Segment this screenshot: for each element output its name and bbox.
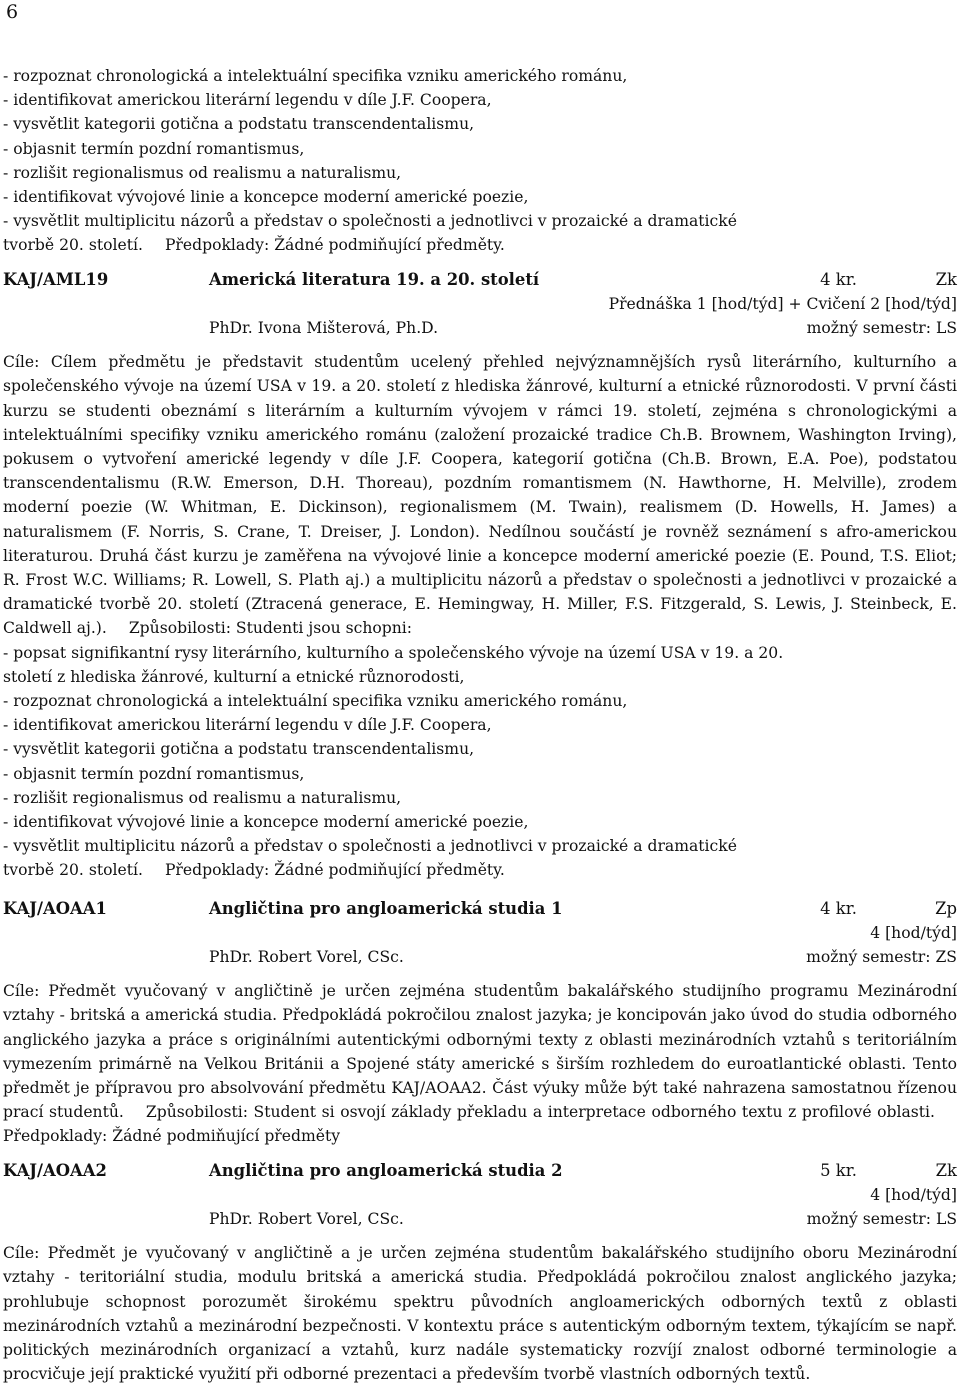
- course-credits: 5 kr.: [820, 1160, 857, 1180]
- course-semester: možný semestr: LS: [806, 1210, 957, 1229]
- list-item: - rozlišit regionalismus od realismu a naturalismu,: [3, 163, 402, 182]
- list-item: - rozpoznat chronologická a intelektuální specifika vzniku amerického románu,: [3, 67, 628, 85]
- list-item-end: [3, 233, 957, 257]
- list-item: - identifikovat vývojové linie a koncepce moderní americké poezie,: [3, 813, 529, 832]
- course-header: [3, 1159, 957, 1183]
- course-credits: 4 kr.: [820, 269, 857, 289]
- course-hours: 4 [hod/týd]: [870, 923, 957, 942]
- course-title: Angličtina pro angloamerická studia 2: [209, 1160, 563, 1180]
- course-goals-text: Cíle: Cílem předmětu je představit studentům ucelený přehled nejvýznamnějších rysů literárního, kulturního a společenského vývoje na území USA v 19. a 20. století z hlediska žánrové, kulturní a etnické různorodosti. V první části kurzu se studenti obeznámí s literárním a kulturním vývojem v rámci 19. století, zejména s chronologickými a intelektuálními specifiky vzniku amerického románu (založení prozaické tradice Ch.B. Brownem, Washington Irving), pokusem o vytvoření americké legendy v díle J.F. Coopera, kategorií gotična (Ch.B. Brown, E.A. Poe), podstatou transcendentalismu (R.W. Emerson, D.H. Thoreau), pozdním romantismem (N. Hawthorne, H. Melville), zrodem moderní poezie (W. Whitman, E. Dickinson), regionalismem (M. Twain), realismem (D. Howells, H. James) a naturalismem (F. Norris, S. Crane, T. Dreiser, J. London). Nedílnou součástí je rovněž seznámení s afro-americkou literaturou. Druhá část kurzu je zaměřena na vývojové linie a koncepce moderní americké poezie (E. Pound, T.S. Eliot; R. Frost W.C. Williams; R. Lowell, S. Plath aj.) a multiplicitu názorů a představ o společnosti a jednotlivci v prozaické a dramatické tvorbě 20. století (Ztracená generace, E. Hemingway, H. Miller, F.S. Fitzgerald, S. Lewis, J. Steinbeck, E. Caldwell aj.).: [3, 353, 957, 638]
- course-teacher-row: [3, 1207, 957, 1231]
- course-hours: Přednáška 1 [hod/týd] + Cvičení 2 [hod/týd]: [608, 294, 957, 313]
- list-item: - popsat signifikantní rysy literárního, kulturního a společenského vývoje na území USA v 19. a 20.: [3, 643, 784, 662]
- course-code: KAJ/AML19: [3, 269, 109, 289]
- prerequisites: Předpoklady: Žádné podmiňující předměty.: [164, 861, 505, 880]
- course-goals-text: Cíle: Předmět vyučovaný v angličtině je určen zejména studentům bakalářského studijního programu Mezinárodní vztahy - britská a americká studia. Předpokládá pokročilou znalost jazyka; je koncipován jako úvod do studia odborného anglického jazyka a práce s originálními autentickými odbornými texty z oblasti mezinárodních vztahů s teritoriálním vymezením primárně na Velkou Británii a Spojené státy americké s širším rozhledem do euroatlantické oblasti. Tento předmět je přípravou pro absolvování předmětu KAJ/AOAA2. Část výuky může být také nahrazena samostatnou řízenou prací studentů.: [3, 982, 957, 1122]
- page-number: 6: [6, 1, 19, 23]
- course-hours-row: [3, 1183, 957, 1207]
- list-item: - rozpoznat chronologická a intelektuální specifika vzniku amerického románu,: [3, 692, 628, 711]
- course-header: [3, 897, 957, 921]
- list-item: - objasnit termín pozdní romantismus,: [3, 764, 305, 783]
- list-item: - vysvětlit multiplicitu názorů a představ o společnosti a jednotlivci v prozaické a dramatické: [3, 837, 737, 856]
- course-code: KAJ/AOAA1: [3, 898, 107, 918]
- course-teacher: PhDr. Robert Vorel, CSc.: [209, 1210, 404, 1229]
- course-title: Americká literatura 19. a 20. století: [209, 269, 540, 289]
- course-semester: možný semestr: ZS: [806, 948, 957, 967]
- list-item-end: [3, 858, 957, 882]
- list-item: - identifikovat vývojové linie a koncepce moderní americké poezie,: [3, 188, 529, 207]
- list-item: - identifikovat americkou literární legendu v díle J.F. Coopera,: [3, 91, 492, 110]
- list-item-text: tvorbě 20. století.: [3, 236, 143, 255]
- prerequisites: Předpoklady: Žádné podmiňující předměty: [3, 1127, 341, 1146]
- skills-list: [3, 641, 957, 883]
- page-content: [3, 64, 957, 1386]
- course-hours-row: [3, 292, 957, 316]
- course-teacher: PhDr. Ivona Mišterová, Ph.D.: [209, 319, 439, 337]
- list-item: století z hlediska žánrové, kulturní a etnické různorodosti,: [3, 667, 465, 686]
- list-item-text: tvorbě 20. století.: [3, 861, 143, 880]
- course-description: [3, 1241, 957, 1386]
- intro-list: [3, 64, 957, 258]
- course-teacher: PhDr. Robert Vorel, CSc.: [209, 948, 404, 967]
- course-title: Angličtina pro angloamerická studia 1: [209, 898, 563, 918]
- course-skills: Způsobilosti: Student si osvojí základy překladu a interpretace odborného textu z profilové oblasti.: [145, 1103, 935, 1122]
- course-description: [3, 350, 957, 640]
- course-exam-type: Zk: [935, 269, 957, 289]
- course-exam-type: Zk: [935, 1160, 957, 1180]
- prerequisites: Předpoklady: Žádné podmiňující předměty.: [164, 236, 505, 255]
- course-code: KAJ/AOAA2: [3, 1160, 107, 1180]
- course-description: [3, 979, 957, 1148]
- course-credits: 4 kr.: [820, 898, 857, 918]
- course-header: [3, 268, 957, 292]
- list-item: - rozlišit regionalismus od realismu a naturalismu,: [3, 788, 402, 807]
- list-item: - vysvětlit kategorii gotična a podstatu transcendentalismu,: [3, 115, 475, 134]
- course-teacher-row: [3, 316, 957, 340]
- list-item: - objasnit termín pozdní romantismus,: [3, 139, 305, 158]
- course-hours: 4 [hod/týd]: [870, 1185, 957, 1204]
- course-block: [3, 268, 957, 883]
- course-exam-type: Zp: [935, 898, 957, 918]
- course-block: [3, 1159, 957, 1387]
- list-item: - vysvětlit multiplicitu názorů a představ o společnosti a jednotlivci v prozaické a dramatické: [3, 212, 737, 231]
- list-item: - identifikovat americkou literární legendu v díle J.F. Coopera,: [3, 716, 492, 735]
- course-goals-text: Cíle: Předmět je vyučovaný v angličtině a je určen zejména studentům bakalářského studijního oboru Mezinárodní vztahy - teritoriální studia, modulu britská a americká studia. Předpokládá pokročilou znalost anglického jazyka; prohlubuje schopnost porozumět širokému spektru původních angloamerických odborných textů z oblasti mezinárodních vztahů a mezinárodní bezpečnosti. V kontextu práce s autentickým odborným textem, týkajícím se např. politických mezinárodních organizací a vztahů, kurz nadále systematicky rozvíjí znalost odborné terminologie a procvičuje její praktické využití při odborné prezentaci a především tvorbě vlastních odborných textů.: [3, 1244, 957, 1384]
- course-hours-row: [3, 921, 957, 945]
- list-item: - vysvětlit kategorii gotična a podstatu transcendentalismu,: [3, 740, 475, 759]
- course-skills-label: Způsobilosti: Studenti jsou schopni:: [128, 619, 413, 638]
- course-teacher-row: [3, 945, 957, 969]
- course-block: [3, 897, 957, 1149]
- course-semester: možný semestr: LS: [806, 319, 957, 337]
